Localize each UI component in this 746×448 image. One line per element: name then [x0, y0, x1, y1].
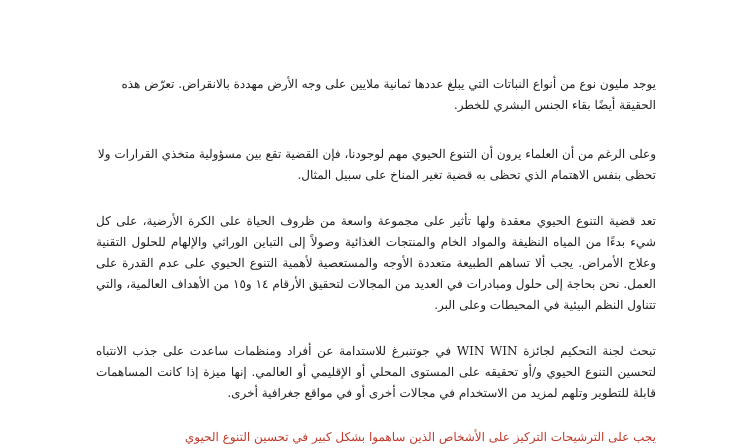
paragraph-biodiversity-complexity: تعد قضية التنوع الحيوي معقدة ولها تأثير على مجموعة واسعة من ظروف الحياة على الكرة الأرضية، على كل شيء بدءًا من المياه النظيفة والمواد الخام والمنتجات الغذائية وصولاً إلى التباين الوراثي والإلهام للحلول التقنية وعلاج الأمراض. يجب ألا تساهم الطبيعة متعددة الأوجه والمستعصية لأهمية التنوع الحيوي على عدم القدرة على العمل. نحن بحاجة إلى حلول ومبادرات في العديد من المجالات لتحقيق الأرقام ١٤ و١٥ من الأهداف العالمية، والتي تتناول النظم البيئية في المحيطات وعلى البر.: [96, 214, 656, 312]
document-body: [96, 74, 656, 448]
paragraph-win-win-award: تبحث لجنة التحكيم لجائزة WIN WIN في جوتنبرغ للاستدامة عن أفراد ومنظمات ساعدت على جذب الانتباه لتحسين التنوع الحيوي و/أو تحقيقه على المستوى المحلي أو الإقليمي أو العالمي. إنها ميزة إذا كانت المساهمات قابلة للتطوير وتلهم لمزيد من الاستخدام في مجالات أخرى أو في مواقع جغرافية أخرى.: [96, 344, 656, 400]
paragraph-nominations-cut-off: يجب على الترشيحات التركيز على الأشخاص الذين ساهموا بشكل كبير في تحسين التنوع الحيوي: [184, 430, 656, 444]
paragraph-endangered-species: يوجد مليون نوع من أنواع النباتات التي يبلغ عددها ثمانية ملايين على وجه الأرض مهددة بالانقراض. تعرّض هذه الحقيقة أيضًا بقاء الجنس البشري للخطر.: [121, 77, 656, 112]
paragraph-scientists-view: وعلى الرغم من أن العلماء يرون أن التنوع الحيوي مهم لوجودنا، فإن القضية تقع بين مسؤولية متخذي القرارات ولا تحظى بنفس الاهتمام الذي تحظى به قضية تغير المناخ على سبيل المثال.: [97, 147, 656, 182]
